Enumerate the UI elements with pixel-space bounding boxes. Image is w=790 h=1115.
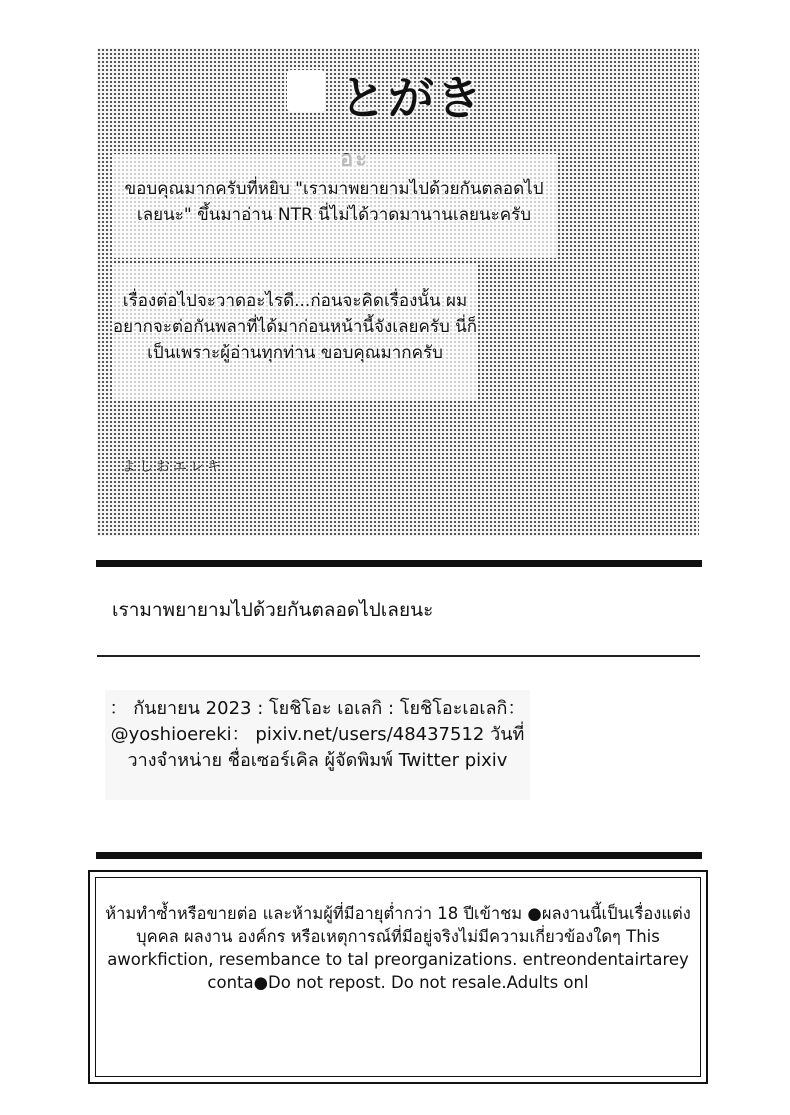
afterword-logo (340, 62, 510, 125)
notice-text: ห้ามทำซ้ำหรือขายต่อ และห้ามผู้ที่มีอายุต่ำกว่า 18 ปีเข้าชม ●ผลงานนี้เป็นเรื่องแต่ง บุคคล ผลงาน องค์กร หรือเหตุการณ์ที่มีอยู่จริงไม่มีความเกี่ยวข้องใดๆ This aworkfiction, resembance to tal preorganizations. entreondentairtarey conta●Do not repost. Do not resale.Adults onl (105, 904, 691, 992)
divider-top (96, 560, 702, 567)
divider-thin (97, 655, 700, 657)
afterword-message-1: ขอบคุณมากครับที่หยิบ "เรามาพยายามไปด้วยกันตลอดไปเลยนะ" ขึ้นมาอ่าน NTR นี่ไม่ได้วาดมานานเลยนะครับ (112, 154, 556, 258)
notice-frame (88, 870, 708, 1084)
divider-bottom (96, 852, 702, 859)
author-signature: よしおエレキ (122, 459, 224, 475)
book-title: เรามาพยายามไปด้วยกันตลอดไปเลยนะ (112, 599, 434, 621)
logo-blank-box (287, 70, 325, 112)
colophon-info: ： กันยายน 2023 : โยชิโอะ เอเลกิ : โยชิโอะเอเลกิ： @yoshioereki： pixiv.net/users/48437512 วันที่วางจำหน่าย ชื่อเซอร์เคิล ผู้จัดพิมพ์ Twitter pixiv (105, 690, 530, 800)
afterword-message-2: เรื่องต่อไปจะวาดอะไรดี...ก่อนจะคิดเรื่องนั้น ผมอยากจะต่อกันพลาที่ได้มาก่อนหน้านี้จังเลยครับ นี่ก็เป็นเพราะผู้อ่านทุกท่าน ขอบคุณมากครับ (112, 264, 478, 400)
afterword-logo-text: とがき (340, 71, 484, 125)
